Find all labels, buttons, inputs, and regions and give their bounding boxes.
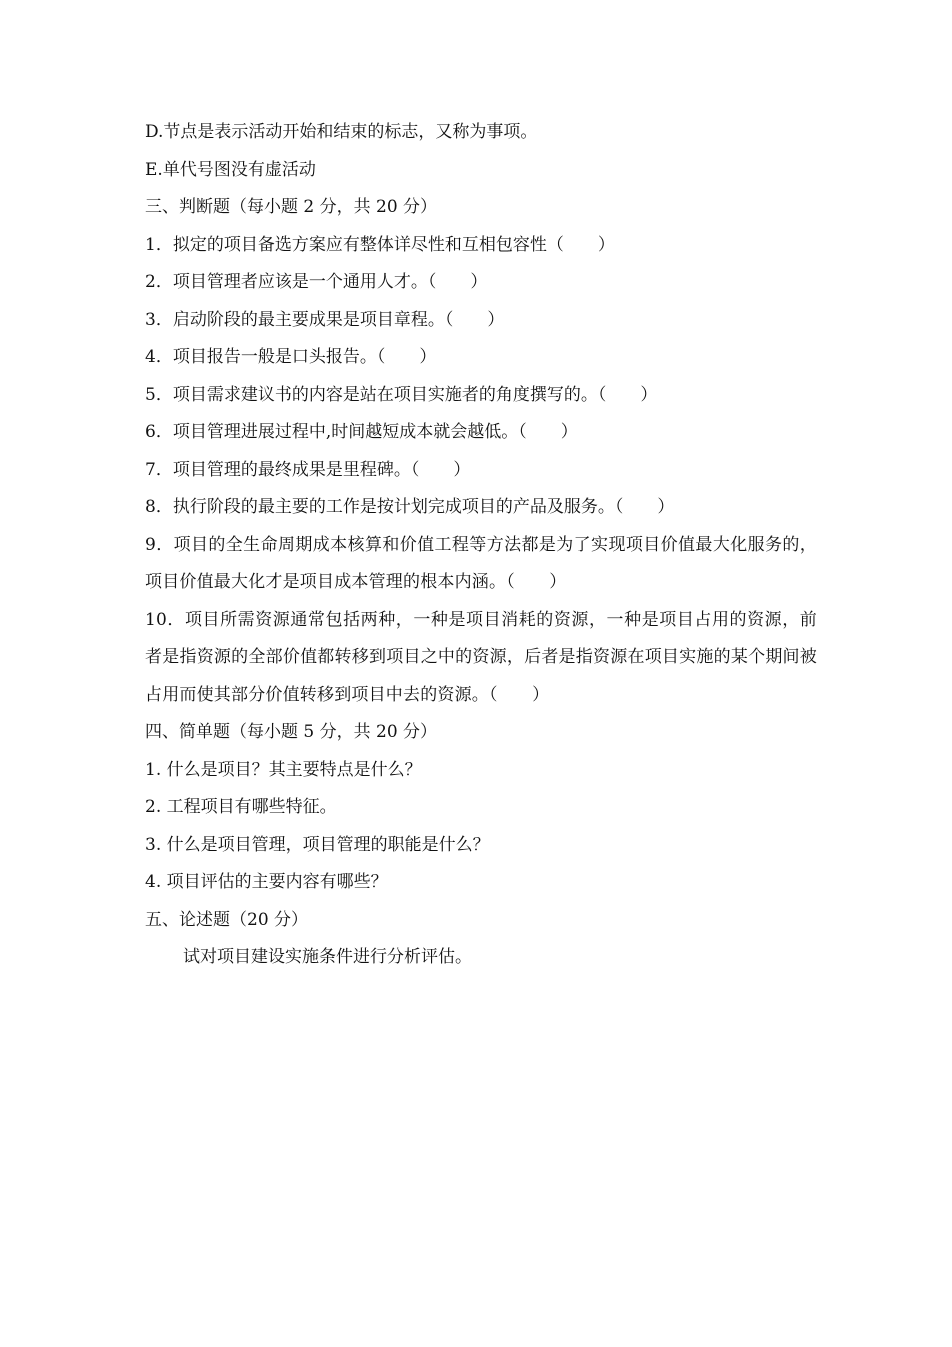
document-body	[145, 114, 817, 977]
judgment-item-3: 3．启动阶段的最主要成果是项目章程。（ ）	[145, 309, 505, 330]
section-3-heading: 三、判断题（每小题 2 分，共 20 分）	[145, 197, 438, 217]
judgment-item-10: 10．项目所需资源通常包括两种，一种是项目消耗的资源，一种是项目占用的资源，前者是指资源的全部价值都转移到项目之中的资源，后者是指资源在项目实施的某个期间被占用而使其部分价值转移到项目中去的资源。（ ）	[145, 609, 817, 705]
short-answer-item-1: 1. 什么是项目？其主要特点是什么？	[145, 759, 422, 780]
essay-question: 试对项目建设实施条件进行分析评估。	[183, 947, 472, 967]
section-5-heading: 五、论述题（20 分）	[145, 909, 309, 930]
judgment-item-2: 2．项目管理者应该是一个通用人才。（ ）	[145, 272, 488, 292]
short-answer-item-4: 4. 项目评估的主要内容有哪些？	[145, 872, 388, 892]
judgment-item-7: 7．项目管理的最终成果是里程碑。（ ）	[145, 459, 471, 480]
option-e: E.单代号图没有虚活动	[145, 159, 316, 180]
judgment-item-9: 9．项目的全生命周期成本核算和价值工程等方法都是为了实现项目价值最大化服务的，项目价值最大化才是项目成本管理的根本内涵。（ ）	[145, 534, 817, 592]
option-d: D.节点是表示活动开始和结束的标志，又称为事项。	[145, 122, 538, 142]
judgment-item-4: 4．项目报告一般是口头报告。（ ）	[145, 347, 437, 367]
judgment-item-8: 8．执行阶段的最主要的工作是按计划完成项目的产品及服务。（ ）	[145, 497, 675, 517]
short-answer-item-2: 2. 工程项目有哪些特征。	[145, 797, 337, 817]
judgment-item-1: 1．拟定的项目备选方案应有整体详尽性和互相包容性（ ）	[145, 234, 615, 255]
judgment-item-5: 5．项目需求建议书的内容是站在项目实施者的角度撰写的。（ ）	[145, 384, 658, 405]
section-4-heading: 四、简单题（每小题 5 分，共 20 分）	[145, 722, 438, 742]
short-answer-item-3: 3. 什么是项目管理，项目管理的职能是什么？	[145, 834, 490, 855]
judgment-item-6: 6．项目管理进展过程中,时间越短成本就会越低。（ ）	[145, 422, 578, 442]
